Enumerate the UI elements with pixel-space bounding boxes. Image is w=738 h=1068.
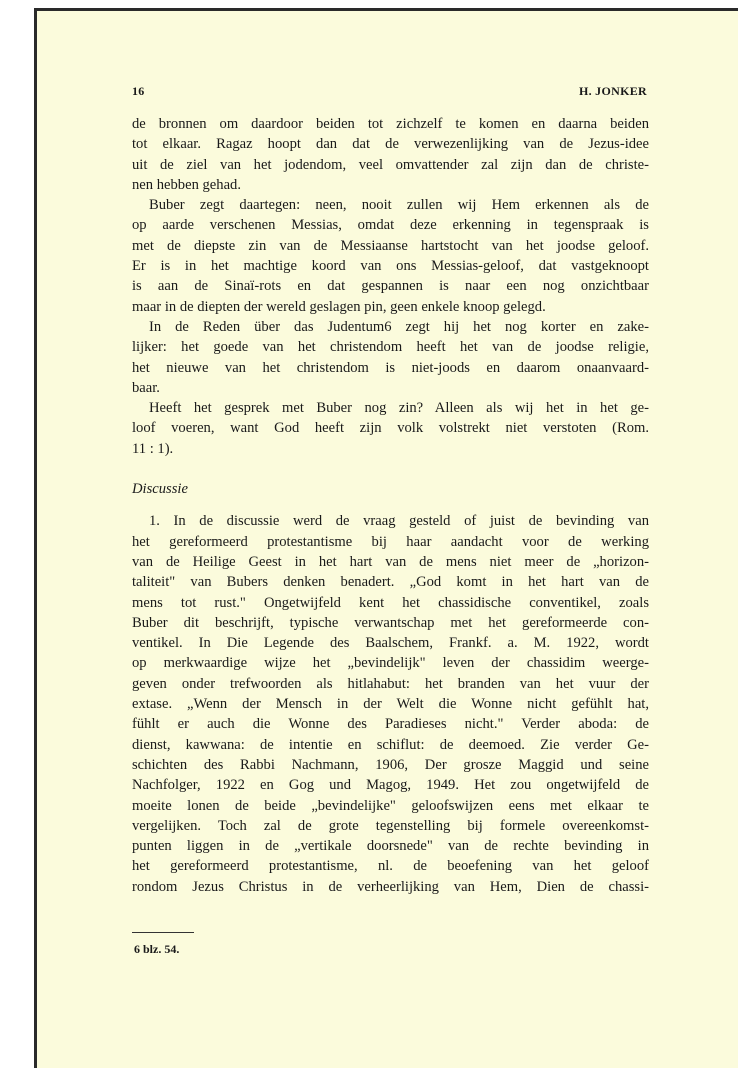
text-line: lijker: het goede van het christendom heeft het van de joodse religie, [132, 339, 649, 356]
body-text [132, 114, 649, 897]
text-line: Buber zegt daartegen: neen, nooit zullen wij Hem erkennen als de [149, 197, 649, 214]
footnote: 6 blz. 54. [134, 942, 180, 956]
text-line: geven onder trefwoorden als hitlahabut: het branden van het vuur der [132, 675, 649, 692]
text-line: 11 : 1). [132, 440, 174, 457]
section-heading: Discussie [132, 481, 188, 498]
text-line: Heeft het gesprek met Buber nog zin? Alleen als wij het in het ge- [149, 400, 649, 417]
paragraph [132, 317, 649, 398]
text-line: het gereformeerd protestantisme, nl. de beoefening van het geloof [132, 858, 649, 875]
text-line: Buber dit beschrijft, typische verwantschap met het gereformeerde con- [132, 614, 649, 631]
text-line: In de Reden über das Judentum6 zegt hij het nog korter en zake- [149, 318, 649, 335]
text-line: met de diepste zin van de Messiaanse hartstocht van het joodse geloof. [132, 237, 649, 254]
text-line: tot elkaar. Ragaz hoopt dan dat de verwezenlijking van de Jezus-idee [132, 136, 649, 153]
footnote-rule [132, 932, 194, 933]
text-line: schichten des Rabbi Nachmann, 1906, Der grosze Maggid und seine [132, 756, 649, 773]
running-title: H. JONKER [578, 84, 647, 98]
text-line: het nieuwe van het christendom is niet-joods en daarom onaanvaard- [132, 359, 649, 376]
discussion-paragraph [132, 511, 649, 897]
text-line: ventikel. In Die Legende des Baalschem, Frankf. a. M. 1922, wordt [132, 635, 649, 652]
text-line: van de Heilige Geest in het hart van de mens niet meer de „horizon- [132, 553, 649, 570]
text-line: Er is in het machtige koord van ons Messias-geloof, dat vastgeknoopt [132, 258, 649, 275]
text-line: vergelijken. Toch zal de grote tegenstelling bij formele overeenkomst- [132, 817, 649, 834]
text-line: mens tot rust." Ongetwijfeld kent het chassidische conventikel, zoals [132, 594, 649, 611]
text-line: moeite lonen de beide „bevindelijke" geloofswijzen eens met elkaar te [132, 797, 649, 814]
text-line: rondom Jezus Christus in de verheerlijking van Hem, Dien de chassi- [132, 878, 649, 895]
text-line: extase. „Wenn der Mensch in der Welt die Wonne nicht gefühlt hat, [132, 696, 649, 713]
text-line: maar in de diepten der wereld geslagen pin, geen enkele knoop gelegd. [132, 298, 546, 315]
body-paragraphs [132, 114, 649, 459]
text-line: is aan de Sinaï-rots en dat gespannen is naar een nog onzichtbaar [132, 278, 649, 295]
text-line: op aarde verschenen Messias, omdat deze erkenning in tegenspraak is [132, 217, 649, 234]
paragraph [132, 114, 649, 195]
text-line: Nachfolger, 1922 en Gog und Magog, 1949. Het zou ongetwijfeld de [132, 777, 649, 794]
text-line: dienst, kawwana: de intentie en schiflut: de deemoed. Zie verder Ge- [132, 736, 649, 753]
text-line: punten liggen in de „vertikale doorsnede" van de rechte bevinding in [132, 838, 649, 855]
text-line: loof voeren, want God heeft zijn volk volstrekt niet verstoten (Rom. [132, 420, 649, 437]
text-line: het gereformeerd protestantisme bij haar aandacht voor de werking [132, 533, 649, 550]
text-line: fühlt er auch die Wonne des Paradieses nicht." Verder aboda: de [132, 716, 649, 733]
text-line: taliteit" van Bubers denken benadert. „God komt in het hart van de [132, 574, 649, 591]
text-line: de bronnen om daardoor beiden tot zichzelf te komen en daarna beiden [132, 116, 649, 132]
paragraph [132, 398, 649, 459]
page-number: 16 [132, 84, 145, 98]
text-line: baar. [132, 379, 160, 396]
text-line: 1. In de discussie werd de vraag gesteld of juist de bevinding van [149, 513, 649, 530]
text-line: nen hebben gehad. [132, 176, 242, 193]
paragraph [132, 195, 649, 317]
text-line: op merkwaardige wijze het „bevindelijk" leven der chassidim weerge- [132, 655, 649, 672]
text-line: uit de ziel van het jodendom, veel omvattender zal zijn dan de christe- [132, 156, 649, 173]
